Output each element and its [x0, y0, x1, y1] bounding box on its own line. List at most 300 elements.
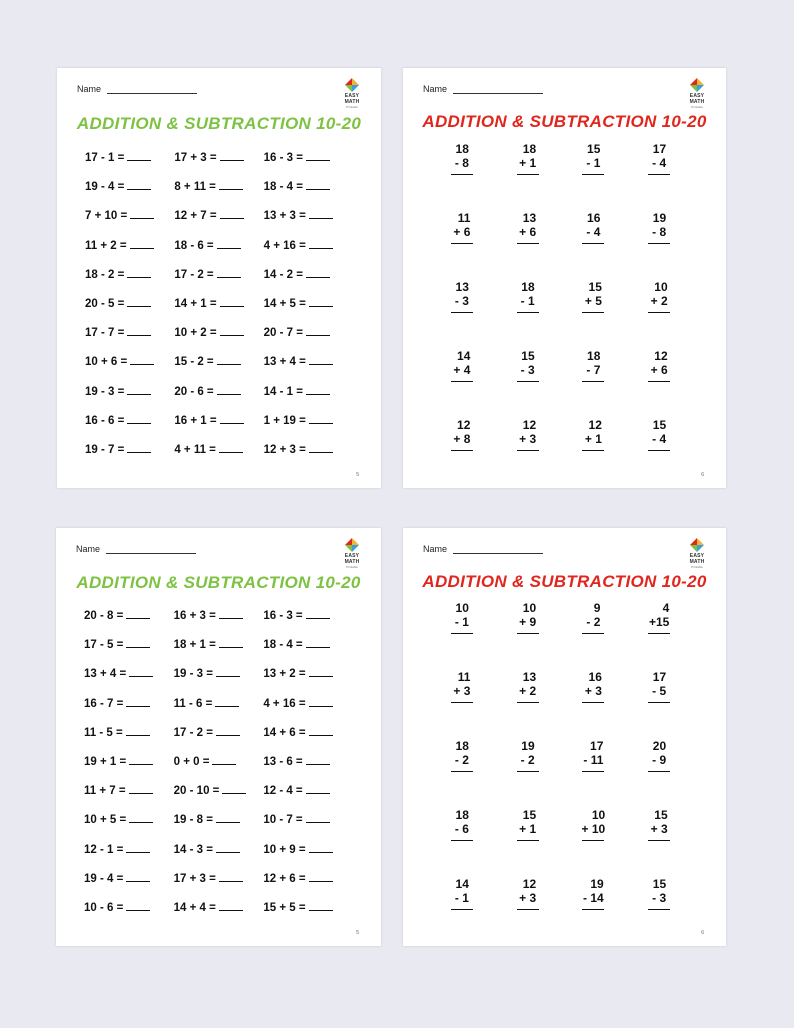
equation-text: 19 - 4 = — [85, 181, 125, 194]
answer-blank[interactable] — [306, 811, 330, 823]
operator-number: - 7 — [586, 363, 601, 377]
equation-problem — [264, 148, 353, 177]
problem-column — [582, 808, 606, 836]
vertical-problem — [495, 670, 561, 739]
answer-line[interactable] — [648, 243, 670, 244]
answer-blank[interactable] — [216, 841, 240, 853]
logo-brand: EASY MATH — [689, 553, 705, 565]
answer-blank[interactable] — [129, 753, 153, 765]
equation-text: 19 - 3 = — [85, 385, 125, 398]
equation-text: 17 - 5 = — [84, 639, 124, 652]
top-number: 15 — [587, 142, 601, 156]
equation-text: 18 - 6 = — [174, 239, 214, 252]
equation-problem — [85, 236, 174, 265]
answer-blank[interactable] — [220, 295, 244, 307]
answer-line[interactable] — [517, 633, 539, 634]
answer-line[interactable] — [648, 633, 670, 634]
top-number: 12 — [522, 418, 537, 432]
top-number: 15 — [588, 280, 602, 294]
answer-line[interactable] — [451, 381, 473, 382]
operator-number: - 9 — [652, 753, 667, 767]
answer-line[interactable] — [451, 450, 473, 451]
equation-problem — [84, 606, 174, 635]
equation-problem — [174, 382, 263, 411]
answer-blank[interactable] — [309, 412, 333, 424]
equation-text: 20 - 5 = — [85, 297, 125, 310]
problem-column — [652, 418, 666, 446]
equation-problem — [174, 265, 263, 294]
answer-line[interactable] — [517, 909, 539, 910]
top-number: 15 — [522, 808, 537, 822]
answer-blank[interactable] — [306, 636, 330, 648]
equation-text: 20 - 7 = — [263, 327, 303, 340]
answer-blank[interactable] — [217, 266, 241, 278]
equation-problem — [174, 148, 263, 177]
operator-number: + 6 — [453, 225, 471, 239]
answer-line[interactable] — [582, 243, 604, 244]
vertical-problem — [495, 739, 561, 808]
answer-blank[interactable] — [309, 295, 333, 307]
answer-blank[interactable] — [309, 665, 333, 677]
equation-problem — [263, 810, 353, 839]
equation-text: 18 - 4 = — [263, 639, 303, 652]
answer-line[interactable] — [451, 633, 473, 634]
vertical-problem — [561, 877, 627, 946]
answer-line[interactable] — [582, 174, 604, 175]
operator-number: - 2 — [520, 753, 535, 767]
answer-blank[interactable] — [216, 665, 240, 677]
equation-problem — [174, 752, 264, 781]
answer-line[interactable] — [648, 909, 670, 910]
equation-problem — [263, 898, 353, 927]
equation-text: 16 - 3 = — [263, 610, 303, 622]
answer-line[interactable] — [648, 702, 670, 703]
answer-blank[interactable] — [126, 636, 150, 648]
answer-line[interactable] — [582, 381, 604, 382]
answer-line[interactable] — [517, 312, 539, 313]
answer-blank[interactable] — [129, 782, 153, 794]
operator-number: - 1 — [454, 615, 469, 629]
equation-problem — [85, 177, 174, 206]
answer-blank[interactable] — [219, 636, 243, 648]
answer-line[interactable] — [648, 174, 670, 175]
answer-line[interactable] — [648, 450, 670, 451]
equation-text: 10 - 7 = — [263, 814, 303, 827]
easy-math-logo — [337, 78, 367, 109]
operator-number: - 3 — [454, 294, 469, 308]
problem-column — [652, 211, 666, 239]
page-number: 5 — [356, 930, 359, 936]
vertical-problem — [495, 142, 561, 211]
worksheet-title: ADDITION & SUBTRACTION 10-20 — [422, 572, 707, 591]
equation-text: 4 + 16 = — [263, 697, 306, 710]
vertical-problem — [561, 670, 627, 739]
name-label: Name — [76, 544, 101, 554]
problem-column — [585, 670, 602, 698]
problem-column — [585, 280, 602, 308]
name-field — [76, 544, 196, 554]
equation-problem — [174, 206, 263, 235]
answer-blank[interactable] — [127, 324, 151, 336]
worksheet-page-2 — [403, 68, 726, 488]
equation-text: 19 - 7 = — [85, 443, 125, 456]
vertical-problem — [626, 418, 692, 487]
operator-number: - 1 — [520, 294, 535, 308]
answer-blank[interactable] — [309, 695, 333, 707]
vertical-problem — [626, 739, 692, 808]
operator-number: - 1 — [586, 156, 601, 170]
answer-blank[interactable] — [220, 324, 244, 336]
answer-blank[interactable] — [309, 724, 333, 736]
answer-blank[interactable] — [127, 383, 151, 395]
top-number: 12 — [522, 877, 537, 891]
answer-blank[interactable] — [215, 695, 239, 707]
name-label: Name — [77, 84, 102, 94]
top-number: 18 — [455, 142, 469, 156]
equation-text: 0 + 0 = — [173, 755, 210, 768]
equation-text: 12 + 3 = — [263, 443, 306, 456]
answer-line[interactable] — [517, 381, 539, 382]
operator-number: + 2 — [519, 684, 537, 698]
operator-number: + 3 — [584, 684, 602, 698]
answer-blank[interactable] — [217, 353, 241, 365]
equation-text: 13 + 4 = — [263, 356, 306, 369]
problem-column — [651, 808, 668, 836]
answer-blank[interactable] — [306, 149, 330, 161]
top-number: 16 — [588, 670, 602, 684]
equation-problem — [263, 723, 353, 752]
answer-line[interactable] — [582, 702, 604, 703]
operator-number: - 6 — [454, 822, 469, 836]
answer-line[interactable] — [451, 702, 473, 703]
top-number: 12 — [588, 418, 602, 432]
answer-blank[interactable] — [306, 782, 330, 794]
problem-column — [519, 601, 536, 629]
vertical-problem — [495, 211, 561, 280]
answer-blank[interactable] — [126, 841, 150, 853]
answer-blank[interactable] — [309, 899, 333, 911]
answer-blank[interactable] — [127, 266, 151, 278]
answer-blank[interactable] — [127, 441, 151, 453]
answer-blank[interactable] — [126, 870, 150, 882]
top-number: 12 — [654, 349, 668, 363]
equation-text: 16 - 7 = — [84, 697, 124, 710]
answer-blank[interactable] — [130, 207, 154, 219]
logo-icon — [690, 78, 704, 92]
vertical-problem — [429, 211, 495, 280]
problem-column — [455, 739, 469, 767]
answer-blank[interactable] — [309, 870, 333, 882]
top-number: 17 — [652, 142, 667, 156]
operator-number: + 3 — [453, 684, 471, 698]
answer-line[interactable] — [517, 174, 539, 175]
equation-problem — [85, 148, 174, 177]
answer-blank[interactable] — [129, 811, 153, 823]
problem-column — [453, 418, 470, 446]
answer-blank[interactable] — [130, 353, 154, 365]
answer-blank[interactable] — [306, 178, 330, 190]
problem-grid — [429, 142, 692, 487]
operator-number: - 11 — [583, 753, 604, 767]
answer-line[interactable] — [648, 771, 670, 772]
answer-line[interactable] — [451, 840, 473, 841]
equation-problem — [263, 694, 353, 723]
worksheet-page-3 — [56, 528, 381, 946]
top-number: 19 — [652, 211, 667, 225]
answer-line[interactable] — [517, 702, 539, 703]
equation-text: 11 - 5 = — [84, 726, 123, 739]
equation-problem — [263, 869, 353, 898]
top-number: 10 — [591, 808, 606, 822]
problem-column — [453, 211, 470, 239]
equation-problem — [264, 352, 353, 381]
equation-text: 10 - 6 = — [84, 901, 124, 914]
equation-text: 16 + 1 = — [174, 414, 217, 427]
top-number: 15 — [521, 349, 535, 363]
vertical-problem — [495, 877, 561, 946]
answer-line[interactable] — [582, 771, 604, 772]
answer-line[interactable] — [451, 909, 473, 910]
operator-number: + 10 — [581, 822, 606, 836]
answer-line[interactable] — [451, 174, 473, 175]
vertical-problem — [495, 349, 561, 418]
equation-problem — [174, 236, 263, 265]
vertical-problem — [626, 808, 692, 877]
answer-blank[interactable] — [216, 724, 240, 736]
top-number: 20 — [652, 739, 667, 753]
name-line — [106, 545, 196, 554]
operator-number: - 5 — [652, 684, 667, 698]
equation-problem — [264, 323, 353, 352]
problem-column — [521, 739, 535, 767]
top-number: 14 — [457, 349, 471, 363]
equation-problem — [263, 606, 353, 635]
logo-icon — [345, 78, 359, 92]
equation-text: 12 + 7 = — [174, 210, 217, 223]
equation-text: 13 + 3 = — [263, 210, 306, 223]
answer-blank[interactable] — [309, 841, 333, 853]
answer-line[interactable] — [517, 243, 539, 244]
equation-text: 4 + 11 = — [174, 443, 216, 456]
top-number: 11 — [457, 670, 471, 684]
operator-number: + 5 — [584, 294, 602, 308]
answer-blank[interactable] — [309, 353, 333, 365]
equation-text: 11 - 6 = — [173, 697, 213, 710]
answer-blank[interactable] — [306, 324, 330, 336]
vertical-problem — [495, 280, 561, 349]
answer-blank[interactable] — [126, 899, 150, 911]
operator-number: - 8 — [454, 156, 469, 170]
equation-problem — [264, 382, 353, 411]
answer-blank[interactable] — [309, 441, 333, 453]
vertical-problem — [429, 739, 495, 808]
vertical-problem — [626, 280, 692, 349]
answer-blank[interactable] — [219, 441, 243, 453]
answer-blank[interactable] — [306, 607, 330, 619]
answer-line[interactable] — [517, 450, 539, 451]
equation-text: 11 + 7 = — [84, 785, 126, 798]
answer-blank[interactable] — [222, 782, 246, 794]
answer-blank[interactable] — [217, 237, 241, 249]
equation-text: 17 - 2 = — [174, 268, 214, 281]
answer-blank[interactable] — [306, 266, 330, 278]
top-number: 18 — [521, 280, 535, 294]
equation-problem — [264, 206, 353, 235]
equation-problem — [85, 440, 174, 469]
answer-blank[interactable] — [309, 207, 333, 219]
equation-text: 17 - 7 = — [85, 327, 125, 340]
vertical-problem — [626, 670, 692, 739]
equation-problem — [263, 635, 353, 664]
problem-column — [519, 808, 536, 836]
answer-blank[interactable] — [126, 607, 150, 619]
top-number: 9 — [593, 601, 601, 615]
answer-blank[interactable] — [219, 607, 243, 619]
equation-problem — [174, 606, 264, 635]
top-number: 12 — [457, 418, 471, 432]
answer-blank[interactable] — [220, 149, 244, 161]
problem-column — [519, 211, 536, 239]
equation-problem — [174, 869, 264, 898]
answer-blank[interactable] — [219, 899, 243, 911]
top-number: 15 — [652, 877, 667, 891]
answer-blank[interactable] — [219, 178, 243, 190]
vertical-problem — [626, 877, 692, 946]
problem-column — [455, 280, 469, 308]
equation-text: 13 + 2 = — [263, 668, 306, 681]
equation-problem — [174, 323, 263, 352]
equation-problem — [264, 177, 353, 206]
problem-column — [586, 142, 600, 170]
equation-text: 17 - 1 = — [85, 152, 125, 164]
equation-problem — [174, 810, 264, 839]
problem-column — [519, 877, 536, 905]
vertical-problem — [561, 349, 627, 418]
equation-problem — [264, 265, 353, 294]
logo-sub: Printable — [691, 565, 703, 569]
page-number: 5 — [356, 472, 359, 478]
answer-line[interactable] — [451, 312, 473, 313]
equation-problem — [174, 723, 264, 752]
equation-problem — [85, 352, 174, 381]
problem-grid — [85, 148, 353, 469]
answer-line[interactable] — [582, 909, 604, 910]
answer-blank[interactable] — [219, 870, 243, 882]
answer-blank[interactable] — [129, 665, 153, 677]
top-number: 10 — [654, 280, 668, 294]
operator-number: + 1 — [584, 432, 602, 446]
equation-problem — [84, 694, 174, 723]
top-number: 19 — [521, 739, 535, 753]
logo-sub: Printable — [346, 565, 358, 569]
answer-line[interactable] — [582, 633, 604, 634]
equation-problem — [84, 635, 174, 664]
answer-blank[interactable] — [127, 149, 151, 161]
answer-blank[interactable] — [127, 178, 151, 190]
logo-brand: EASY MATH — [344, 553, 360, 565]
operator-number: +15 — [648, 615, 670, 629]
vertical-problem — [429, 280, 495, 349]
problem-column — [651, 280, 668, 308]
equation-text: 4 + 16 = — [263, 239, 306, 252]
operator-number: - 2 — [586, 615, 601, 629]
answer-blank[interactable] — [309, 237, 333, 249]
equation-text: 20 - 6 = — [174, 385, 214, 398]
vertical-problem — [561, 142, 627, 211]
operator-number: + 2 — [650, 294, 668, 308]
equation-problem — [84, 810, 174, 839]
name-line — [453, 545, 543, 554]
answer-line[interactable] — [451, 771, 473, 772]
equation-text: 12 + 6 = — [263, 872, 306, 885]
vertical-problem — [626, 142, 692, 211]
logo-brand: EASY MATH — [689, 93, 705, 105]
answer-blank[interactable] — [216, 811, 240, 823]
equation-problem — [263, 781, 353, 810]
answer-blank[interactable] — [212, 753, 236, 765]
equation-text: 18 - 2 = — [85, 268, 125, 281]
answer-blank[interactable] — [130, 237, 154, 249]
name-label: Name — [423, 544, 448, 554]
answer-blank[interactable] — [126, 724, 150, 736]
answer-blank[interactable] — [127, 412, 151, 424]
easy-math-logo — [682, 538, 712, 569]
top-number: 18 — [455, 739, 469, 753]
answer-line[interactable] — [517, 840, 539, 841]
answer-blank[interactable] — [220, 207, 244, 219]
worksheet-title: ADDITION & SUBTRACTION 10-20 — [76, 573, 361, 592]
equation-text: 1 + 19 = — [263, 414, 306, 427]
equation-problem — [174, 352, 263, 381]
top-number: 15 — [652, 418, 667, 432]
problem-column — [652, 739, 666, 767]
operator-number: - 14 — [583, 891, 604, 905]
answer-blank[interactable] — [306, 383, 330, 395]
answer-blank[interactable] — [126, 695, 150, 707]
operator-number: - 3 — [652, 891, 667, 905]
answer-line[interactable] — [648, 381, 670, 382]
logo-icon — [690, 538, 704, 552]
answer-blank[interactable] — [127, 295, 151, 307]
logo-sub: Printable — [691, 105, 703, 109]
page-number: 6 — [701, 930, 704, 936]
equation-problem — [174, 898, 264, 927]
answer-blank[interactable] — [217, 383, 241, 395]
equation-problem — [174, 411, 263, 440]
equation-problem — [85, 411, 174, 440]
operator-number: - 8 — [652, 225, 667, 239]
top-number: 17 — [652, 670, 667, 684]
equation-text: 10 + 2 = — [174, 327, 217, 340]
answer-line[interactable] — [582, 840, 604, 841]
answer-blank[interactable] — [220, 412, 244, 424]
equation-text: 19 - 4 = — [84, 872, 124, 885]
problem-column — [583, 877, 604, 905]
operator-number: - 2 — [454, 753, 469, 767]
answer-line[interactable] — [582, 450, 604, 451]
answer-line[interactable] — [648, 840, 670, 841]
top-number: 18 — [522, 142, 537, 156]
equation-text: 15 + 5 = — [263, 901, 306, 914]
answer-line[interactable] — [517, 771, 539, 772]
problem-grid — [429, 601, 692, 946]
answer-line[interactable] — [582, 312, 604, 313]
operator-number: + 8 — [453, 432, 471, 446]
operator-number: + 3 — [650, 822, 668, 836]
answer-blank[interactable] — [306, 753, 330, 765]
answer-line[interactable] — [451, 243, 473, 244]
answer-line[interactable] — [648, 312, 670, 313]
